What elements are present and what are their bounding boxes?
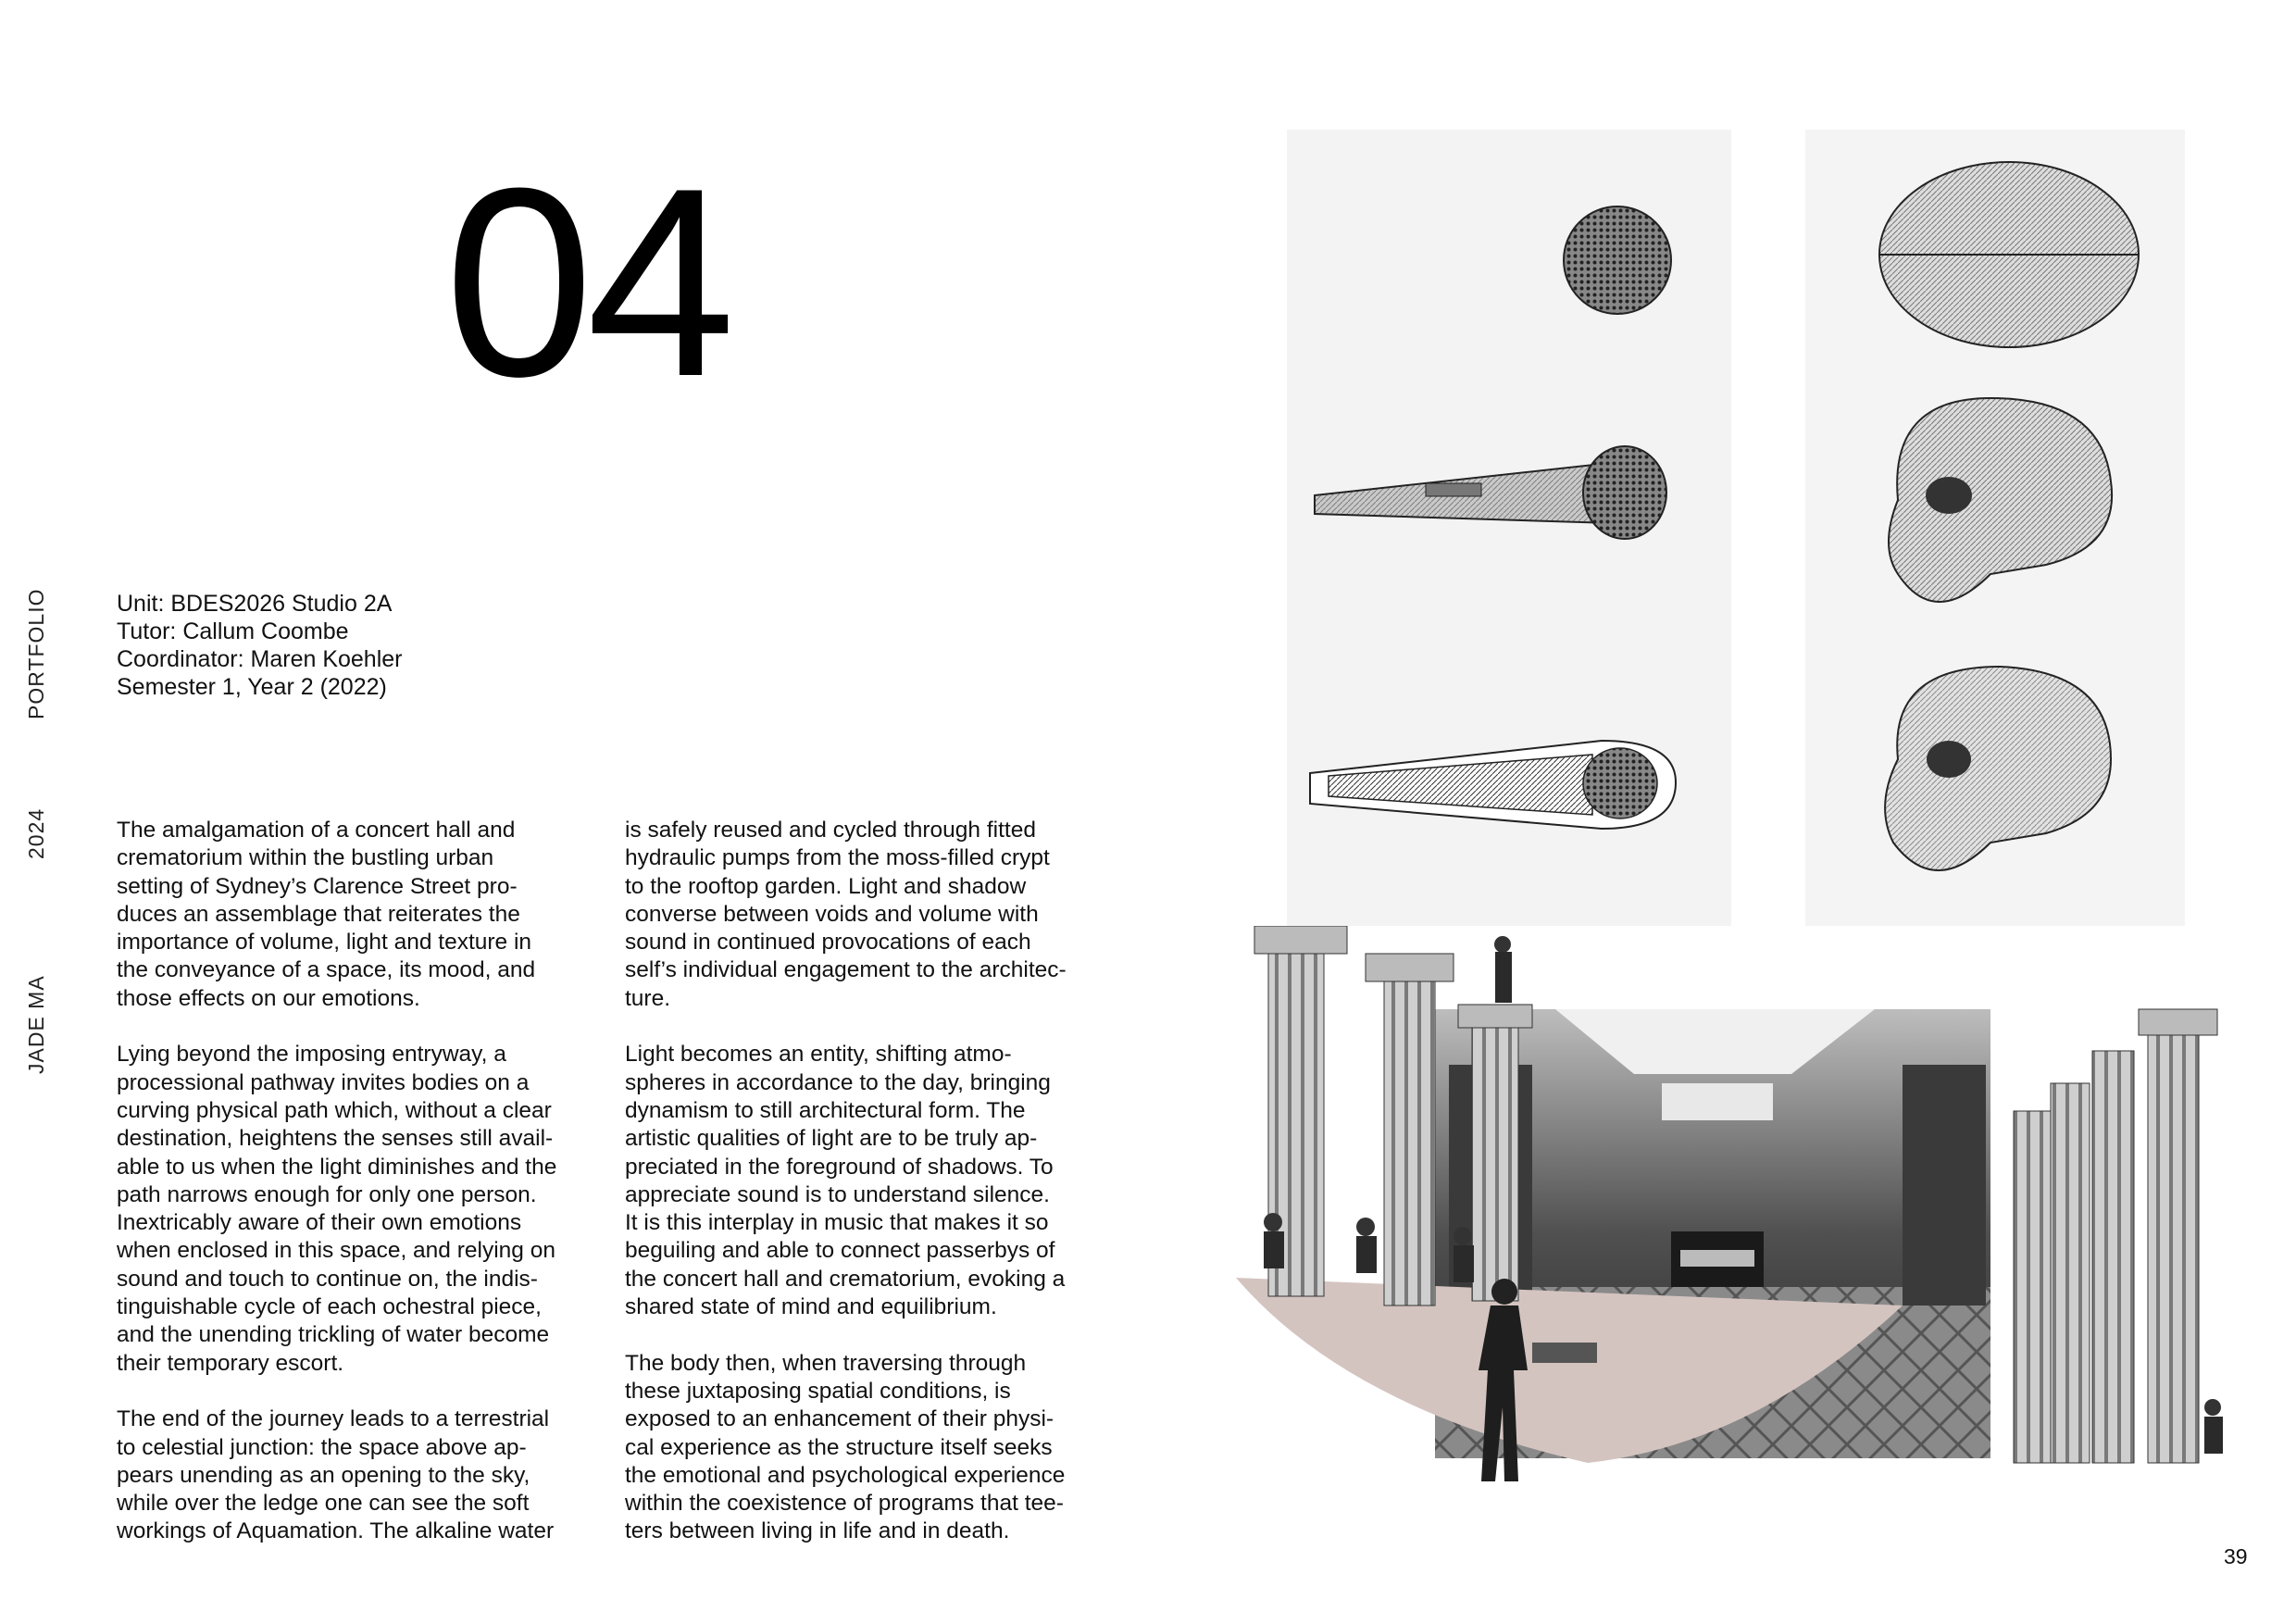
body-line: appreciate sound is to understand silence.	[625, 1181, 1050, 1207]
sidebar	[0, 0, 56, 1624]
body-line: The body then, when traversing through	[625, 1350, 1027, 1376]
sidebar-portfolio: PORTFOLIO	[24, 588, 48, 719]
body-line: workings of Aquamation. The alkaline water	[117, 1518, 555, 1544]
body-line: importance of volume, light and texture in	[117, 930, 532, 956]
body-line: sound in continued provocations of each	[625, 930, 1031, 956]
body-line: the emotional and psychological experience	[625, 1462, 1066, 1488]
body-line: sound and touch to continue on, the indis-	[117, 1266, 538, 1292]
body-line: able to us when the light diminishes and the	[117, 1154, 557, 1180]
body-line: processional pathway invites bodies on a	[117, 1069, 530, 1095]
body-line: to celestial junction: the space above ap-	[117, 1434, 527, 1460]
figure-on-column	[1494, 936, 1512, 1003]
body-line: within the coexistence of programs that tee-	[625, 1491, 1064, 1517]
body-line: exposed to an enhancement of their physi-	[625, 1406, 1054, 1432]
body-line: when enclosed in this space, and relying on	[117, 1238, 555, 1264]
meta-coordinator: Coordinator: Maren Koehler	[117, 646, 403, 672]
body-line: spheres in accordance to the day, bringing	[625, 1069, 1051, 1095]
body-line: setting of Sydney’s Clarence Street pro-	[117, 873, 518, 899]
body-paragraph	[625, 1041, 1106, 1321]
body-line: It is this interplay in music that makes it so	[625, 1210, 1049, 1236]
body-line: artistic qualities of light are to be truly ap-	[625, 1126, 1038, 1152]
body-line: path narrows enough for only one person.	[117, 1181, 537, 1207]
body-line: preciated in the foreground of shadows. To	[625, 1154, 1054, 1180]
body-line: ters between living in life and in death.	[625, 1518, 1010, 1544]
body-line: the conveyance of a space, its mood, and	[117, 957, 536, 983]
body-line: and the unending trickling of water become	[117, 1322, 550, 1348]
body-line: beguiling and able to connect passerbys of	[625, 1238, 1055, 1264]
page-number: 39	[2224, 1544, 2248, 1568]
body-paragraph	[625, 817, 1106, 1013]
body-line: Light becomes an entity, shifting atmo-	[625, 1042, 1012, 1068]
body-paragraph	[625, 1350, 1106, 1546]
body-paragraph	[117, 1041, 598, 1378]
body-line: curving physical path which, without a clear	[117, 1097, 552, 1123]
microphone-grille-icon	[1564, 206, 1671, 314]
body-line: self’s individual engagement to the architec-	[625, 957, 1067, 983]
body-column-1	[117, 817, 598, 1574]
sidebar-author: JADE MA	[24, 975, 48, 1074]
body-line: destination, heightens the senses still avail-	[117, 1126, 554, 1152]
body-line: the concert hall and crematorium, evoking a	[625, 1266, 1066, 1292]
body-line: converse between voids and volume with	[625, 901, 1039, 927]
sidebar-year: 2024	[24, 807, 48, 859]
body-paragraph	[117, 817, 598, 1013]
body-line: Inextricably aware of their own emotions	[117, 1210, 522, 1236]
meta-tutor: Tutor: Callum Coombe	[117, 618, 349, 644]
concert-hall-collage-image	[1236, 926, 2245, 1518]
body-line: duces an assemblage that reiterates the	[117, 901, 520, 927]
project-meta	[117, 590, 403, 701]
body-column-2	[625, 817, 1106, 1574]
body-line: their temporary escort.	[117, 1350, 344, 1376]
body-line: hydraulic pumps from the moss-filled crypt	[625, 845, 1050, 871]
body-line: to the rooftop garden. Light and shadow	[625, 873, 1027, 899]
meta-semester: Semester 1, Year 2 (2022)	[117, 674, 387, 700]
body-line: dynamism to still architectural form. The	[625, 1097, 1026, 1123]
body-line: those effects on our emotions.	[117, 985, 420, 1011]
body-line: these juxtaposing spatial conditions, is	[625, 1378, 1011, 1404]
body-line: ture.	[625, 985, 671, 1011]
left-columns	[1254, 926, 1532, 1305]
skull-cross-section-icon	[1879, 162, 2139, 347]
body-line: cal experience as the structure itself seeks	[625, 1434, 1053, 1460]
body-line: while over the ledge one can see the soft	[117, 1491, 530, 1517]
body-line: pears unending as an opening to the sky,	[117, 1462, 530, 1488]
engraving-studies-image	[1287, 130, 2213, 926]
right-columns	[2014, 1009, 2217, 1463]
body-paragraph	[117, 1405, 598, 1545]
body-line: tinguishable cycle of each ochestral piece,	[117, 1294, 542, 1320]
body-line: shared state of mind and equilibrium.	[625, 1294, 997, 1320]
body-line: The amalgamation of a concert hall and	[117, 818, 516, 843]
body-line: The end of the journey leads to a terrestrial	[117, 1406, 550, 1432]
body-line: crematorium within the bustling urban	[117, 845, 494, 871]
body-line: is safely reused and cycled through fitted	[625, 818, 1036, 843]
chapter-number: 04	[444, 132, 729, 432]
body-line: Lying beyond the imposing entryway, a	[117, 1042, 506, 1068]
meta-unit: Unit: BDES2026 Studio 2A	[117, 591, 393, 617]
